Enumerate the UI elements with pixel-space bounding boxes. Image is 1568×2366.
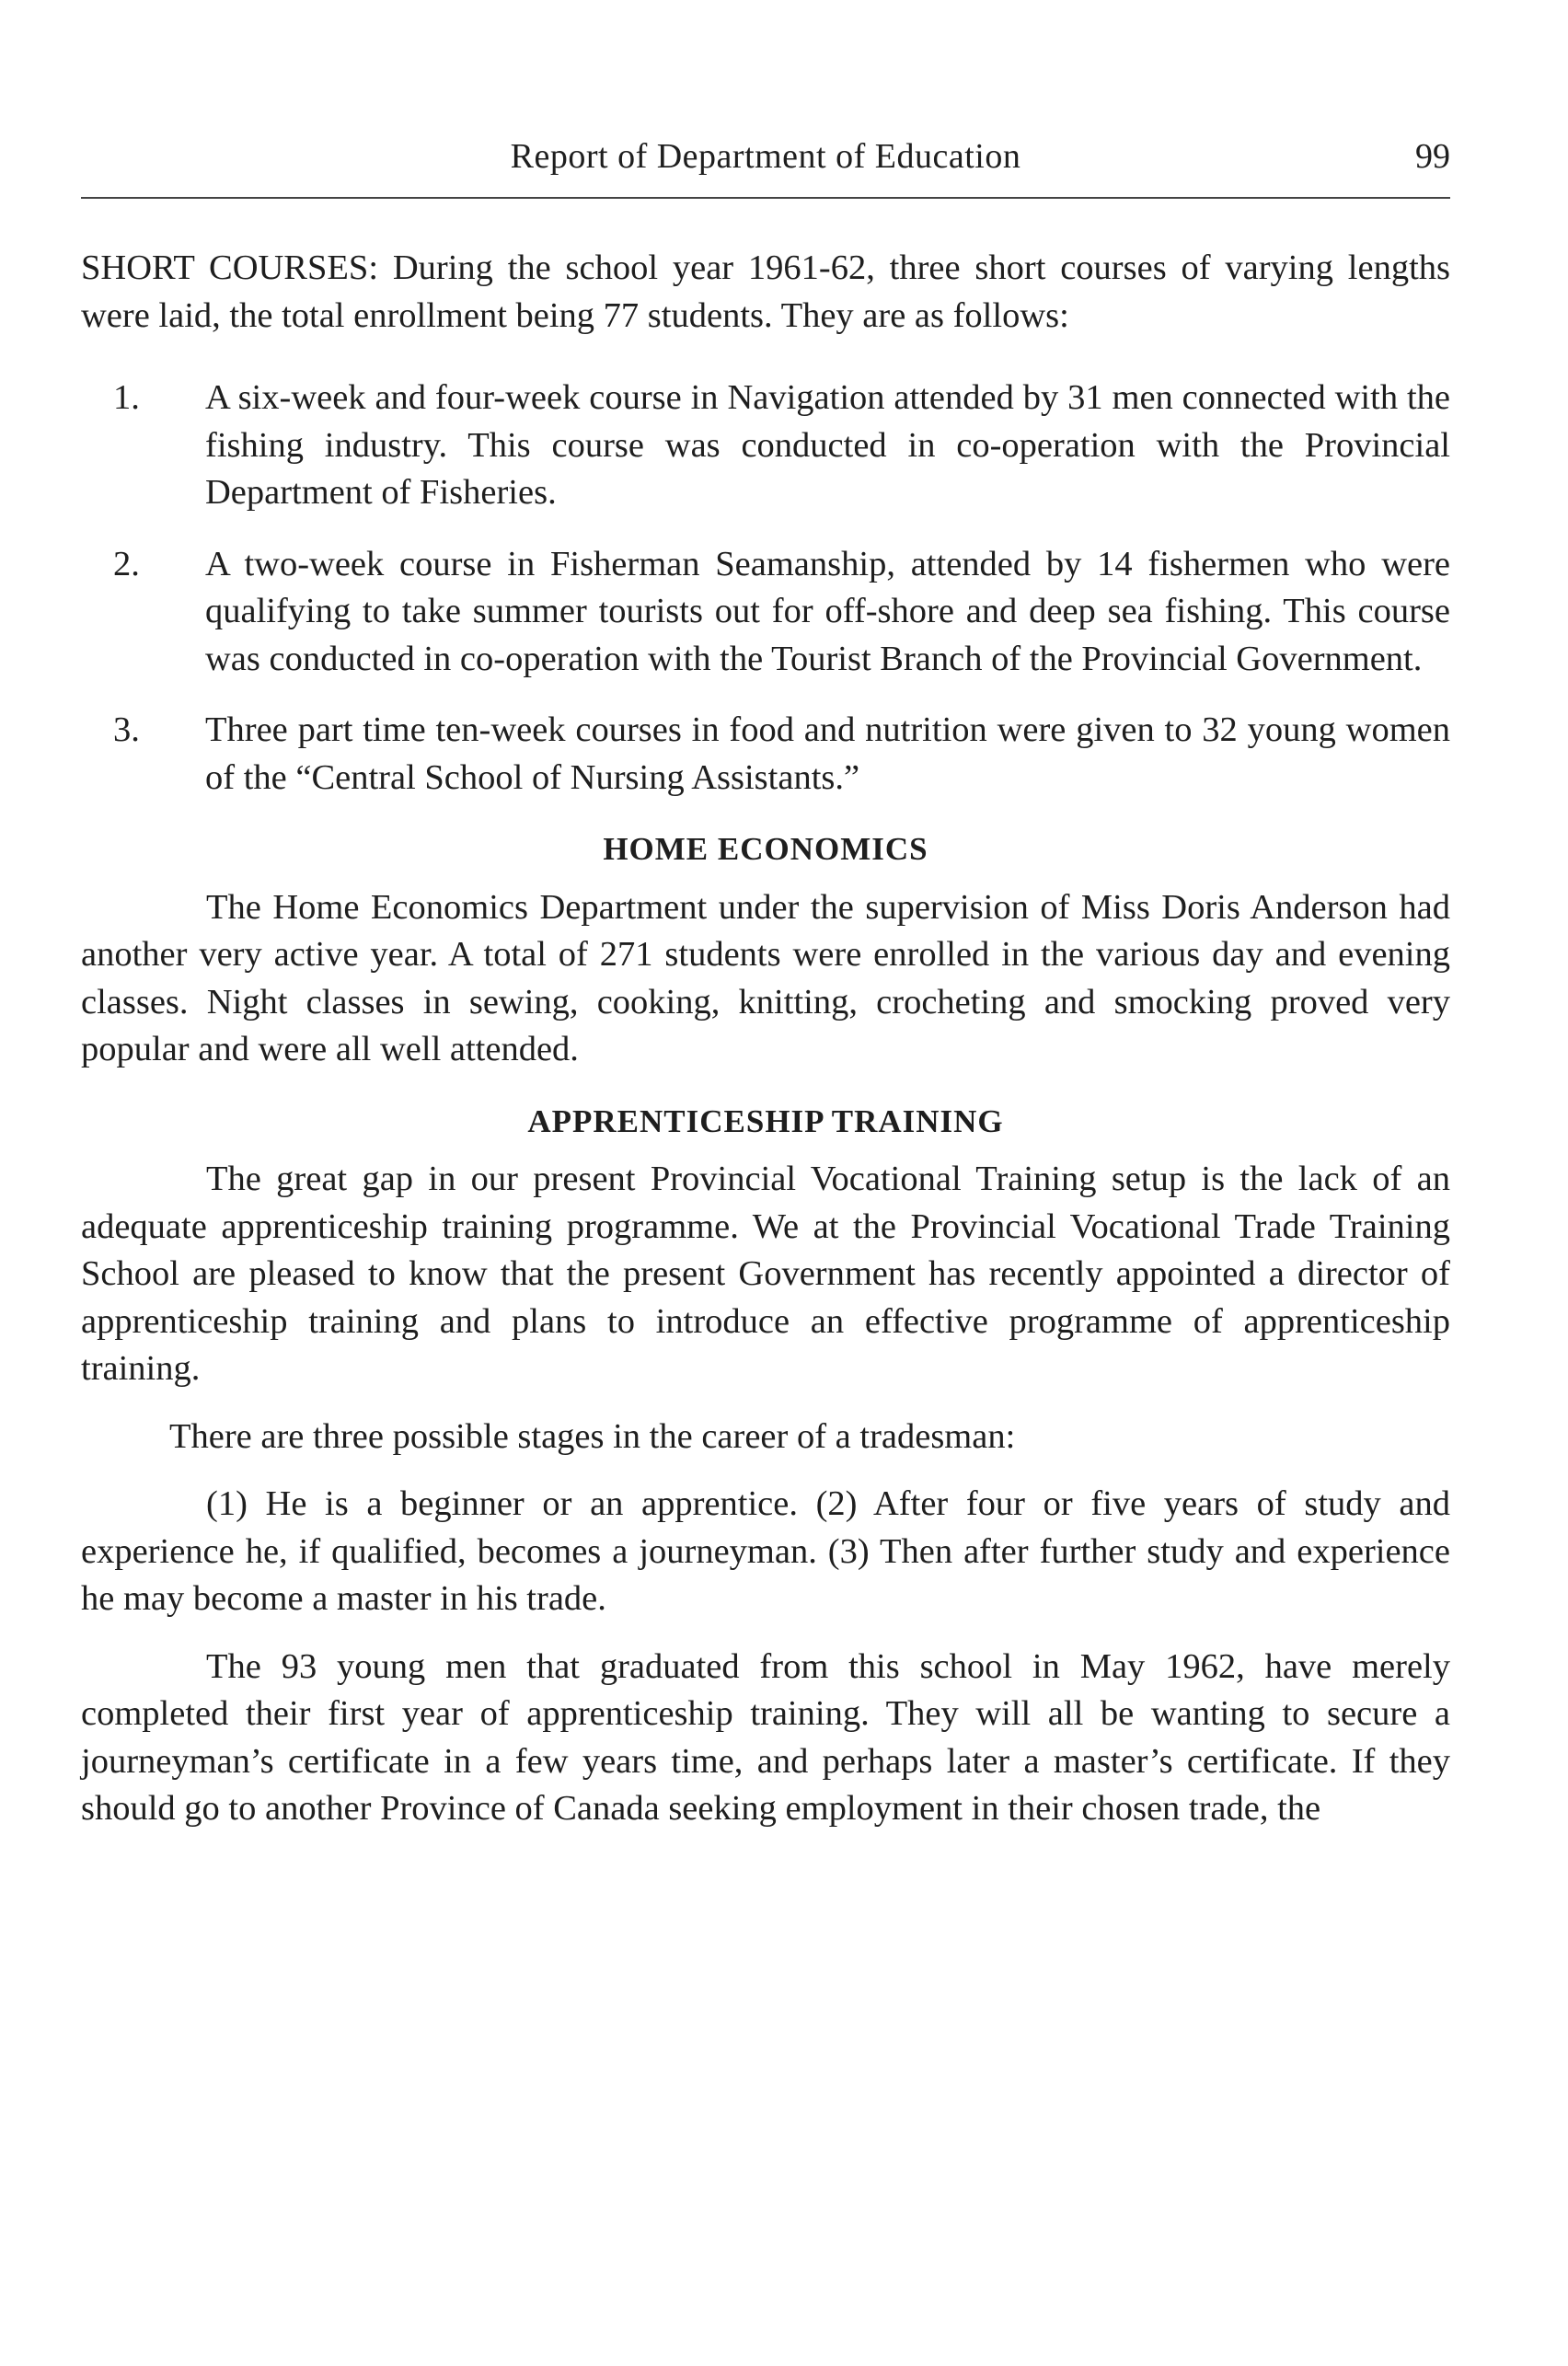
- short-courses-list: [81, 375, 1450, 802]
- running-header: [81, 136, 1450, 188]
- apprenticeship-stages-paragraph: (1) He is a beginner or an apprentice. (2) After four or five years of study and experience he, if qualified, becomes a journeyman. (3) Then after further study and experience he may become a master in his trade.: [81, 1484, 1450, 1618]
- page-number: 99: [1415, 137, 1450, 176]
- list-item-text: Three part time ten-week courses in food and nutrition were given to 32 young women of the “Central School of Nursing Assistants.”: [205, 710, 1450, 797]
- list-item-number: 2.: [113, 544, 140, 583]
- home-economics-heading: HOME ECONOMICS: [603, 831, 928, 867]
- body-text: [81, 245, 1450, 1833]
- list-item-number: 1.: [113, 378, 140, 417]
- list-item-number: 3.: [113, 710, 140, 749]
- apprenticeship-stages-intro: There are three possible stages in the career of a tradesman:: [169, 1416, 1016, 1456]
- list-item-text: A six-week and four-week course in Navigation attended by 31 men connected with the fishing industry. This course was conducted in co-operation with the Provincial Department of Fisheries.: [205, 378, 1450, 512]
- header-rule: [81, 197, 1450, 199]
- short-courses-intro: SHORT COURSES: During the school year 1961-62, three short courses of varying lengths were laid, the total enrollment being 77 students. They are as follows:: [81, 248, 1450, 335]
- apprenticeship-paragraph: The great gap in our present Provincial Vocational Training setup is the lack of an adequate apprenticeship training programme. We at the Provincial Vocational Trade Training School are pleased to know that the present Government has recently appointed a director of apprenticeship training and plans to introduce an effective programme of apprenticeship training.: [81, 1160, 1450, 1388]
- list-item: [81, 375, 1450, 517]
- home-economics-paragraph: The Home Economics Department under the supervision of Miss Doris Anderson had another very active year. A total of 271 students were enrolled in the various day and evening classes. Night classes in sewing, cooking, knitting, crocheting and smocking proved very popular and were all well attended.: [81, 887, 1450, 1068]
- header-title: Report of Department of Education: [510, 137, 1021, 176]
- graduates-paragraph: The 93 young men that graduated from this school in May 1962, have merely completed their first year of apprenticeship training. They will all be wanting to secure a journeyman’s certificate in a few years time, and perhaps later a master’s certificate. If they should go to another Province of Canada seeking employment in their chosen trade, the: [81, 1646, 1450, 1828]
- list-item: [81, 541, 1450, 684]
- list-item-text: A two-week course in Fisherman Seamanship, attended by 14 fishermen who were qualifying to take summer tourists out for off-shore and deep sea fishing. This course was conducted in co-operation with the Tourist Branch of the Provincial Government.: [205, 544, 1450, 678]
- apprenticeship-heading: APPRENTICESHIP TRAINING: [527, 1102, 1004, 1139]
- list-item: [81, 707, 1450, 802]
